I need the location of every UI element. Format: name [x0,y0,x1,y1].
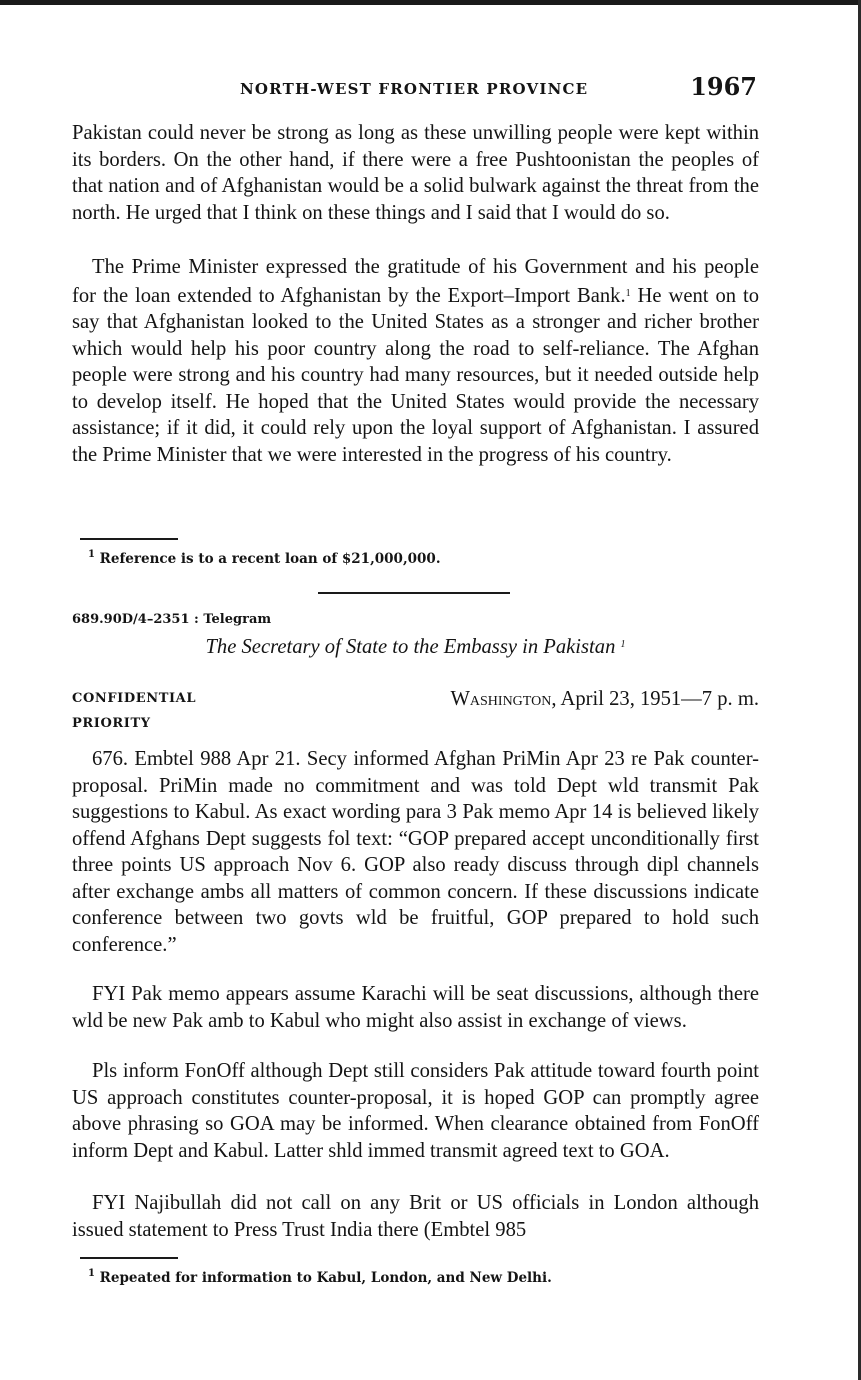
prime-minister-paragraph-text-a: The Prime Minister expressed the gratitude of his Government and his people for the loan extended to Afghanistan by the Export–Import Bank. [72,256,759,307]
telegram-paragraph-4 [72,1190,759,1243]
prime-minister-paragraph [72,254,759,468]
top-edge-rule [0,0,861,5]
dateline-place: Washington [450,688,552,710]
telegram-footnote [88,1268,552,1286]
loan-footnote-marker: 1 [88,549,95,560]
telegram-paragraph-3-text: Pls inform FonOff although Dept still considers Pak attitude toward fourth point US approach constitutes counter-proposal, it is hoped GOP can promptly agree above phrasing so GOA may be informed. When clearance obtained from FonOff inform Dept and Kabul. Latter shld immed transmit agreed text to GOA. [72,1060,759,1162]
document-heading-text: The Secretary of State to the Embassy in Pakistan [205,636,616,658]
telegram-paragraph-1 [72,746,759,958]
telegram-paragraph-3 [72,1058,759,1164]
document-heading-note-marker: 1 [620,639,626,650]
section-divider [318,592,510,594]
dateline [450,688,759,711]
prime-minister-paragraph-text-b: He went on to say that Afghanistan looked to the United States as a stronger and richer brother which would help his poor country along the road to self-reliance. The Afghan people were strong and his country had many resources, but it needed outside help to develop itself. He hoped that the United States would provide the necessary assistance; if it did, it could rely upon the loyal support of Afghanistan. I assured the Prime Minister that we were interested in the progress of his country. [72,284,759,466]
telegram-footnote-marker: 1 [88,1268,95,1279]
footnote-reference-marker: 1 [625,287,631,299]
document-file-id: 689.90D/4–2351 : Telegram [72,612,272,627]
running-head [72,72,759,108]
footnote-rule [80,538,178,540]
telegram-paragraph-1-text: 676. Embtel 988 Apr 21. Secy informed Afghan PriMin Apr 23 re Pak counter-proposal. PriMin made no commitment and was told Dept wld transmit Pak suggestions to Kabul. As exact wording para 3 Pak memo Apr 14 is believed likely offend Afghans Dept suggests fol text: “GOP prepared accept unconditionally first three points US approach Nov 6. GOP also ready discuss through dipl channels after exchange ambs all matters of common concern. If these discussions indicate conference between two govts wld be fruitful, GOP prepared to hold such conference.” [72,748,759,956]
loan-footnote [88,549,441,567]
continued-paragraph [72,120,759,226]
telegram-paragraph-2-text: FYI Pak memo appears assume Karachi will be seat discussions, although there wld be new Pak amb to Kabul who might also assist in exchange of views. [72,983,759,1032]
dateline-date: , April 23, 1951—7 p. m. [551,688,759,710]
loan-footnote-text: Reference is to a recent loan of $21,000,000. [94,551,441,567]
telegram-footnote-text: Repeated for information to Kabul, London, and New Delhi. [94,1270,552,1286]
telegram-paragraph-2 [72,981,759,1034]
continued-paragraph-text: Pakistan could never be strong as long as these unwilling people were kept within its borders. On the other hand, if there were a free Pushtoonistan the peoples of that nation and of Afghanistan would be a solid bulwark against the threat from the north. He urged that I think on these things and I said that I would do so. [72,122,759,224]
page-number: 1967 [690,72,757,101]
running-head-title: NORTH-WEST FRONTIER PROVINCE [240,80,589,98]
precedence-label: PRIORITY [72,716,151,731]
document-heading [72,636,759,659]
classification-label: CONFIDENTIAL [72,691,197,706]
telegram-paragraph-4-text: FYI Najibullah did not call on any Brit or US officials in London although issued statement to Press Trust India there (Embtel 985 [72,1192,759,1241]
telegram-footnote-rule [80,1257,178,1259]
